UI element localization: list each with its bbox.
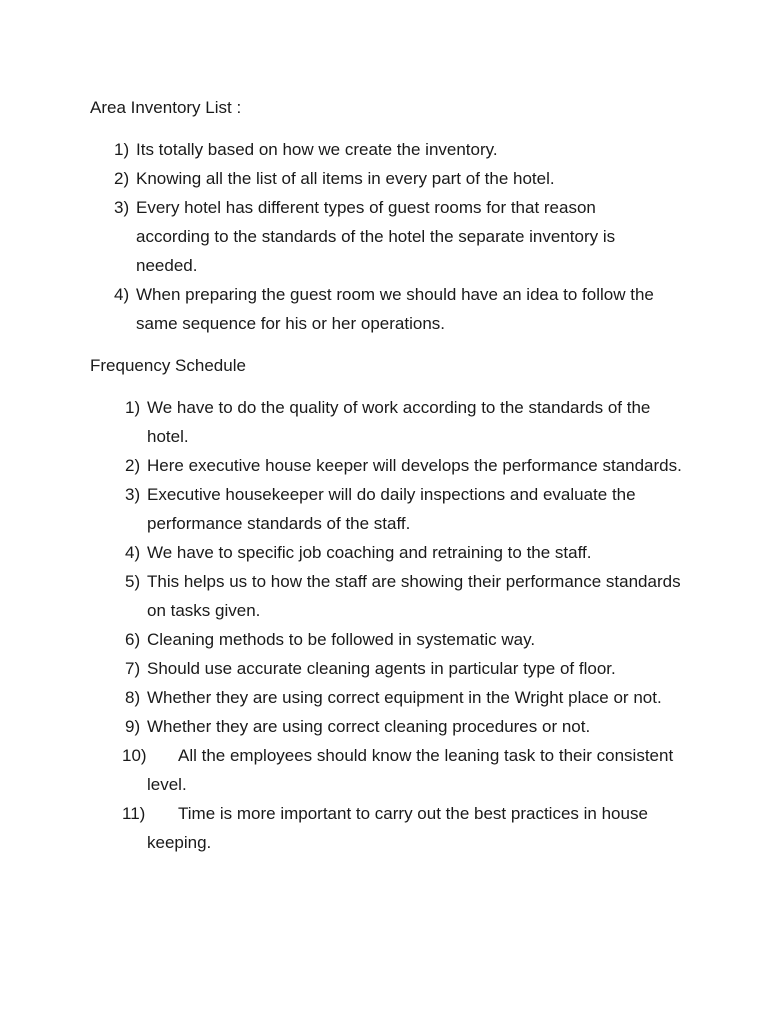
list-item [114, 193, 654, 280]
list-item [125, 712, 685, 741]
area-inventory-list [114, 135, 654, 338]
list-item [114, 164, 654, 193]
list-item-body [122, 799, 685, 857]
list-item-number: 11) [122, 804, 146, 823]
list-item-number: 3) [125, 485, 141, 504]
section-title-frequency-schedule: Frequency Schedule [90, 356, 246, 375]
list-item-text: When preparing the guest room we should have an idea to follow the same sequence for his or her operations. [136, 285, 654, 333]
list-item [125, 451, 685, 480]
list-item [125, 567, 685, 625]
list-item-text: Executive housekeeper will do daily inspections and evaluate the performance standards of the staff. [147, 485, 636, 533]
list-item-number: 10) [122, 746, 147, 765]
list-item [122, 741, 685, 799]
list-item [125, 480, 685, 538]
list-item-text: We have to specific job coaching and retraining to the staff. [147, 543, 592, 562]
list-item-number: 6) [125, 630, 141, 649]
list-item-number: 9) [125, 717, 141, 736]
list-item [125, 683, 685, 712]
list-item-text: Should use accurate cleaning agents in particular type of floor. [147, 659, 616, 678]
list-item-number: 3) [114, 198, 130, 217]
list-item-text: Knowing all the list of all items in every part of the hotel. [136, 169, 555, 188]
list-item-number: 7) [125, 659, 141, 678]
list-item [122, 799, 685, 857]
list-item-text: Whether they are using correct equipment in the Wright place or not. [147, 688, 662, 707]
list-item-number: 2) [125, 456, 141, 475]
list-item-number: 5) [125, 572, 141, 591]
list-item [125, 538, 685, 567]
list-item-text: Here executive house keeper will develops the performance standards. [147, 456, 682, 475]
list-item-text: Its totally based on how we create the inventory. [136, 140, 498, 159]
list-item-text: Cleaning methods to be followed in systematic way. [147, 630, 536, 649]
list-item [125, 654, 685, 683]
list-item-text: All the employees should know the leaning task to their consistent level. [147, 746, 674, 794]
list-item-number: 1) [114, 140, 130, 159]
list-item-text: Whether they are using correct cleaning procedures or not. [147, 717, 591, 736]
list-item-text: Time is more important to carry out the best practices in house keeping. [147, 804, 648, 852]
list-item-number: 2) [114, 169, 130, 188]
frequency-schedule-list [122, 393, 685, 857]
list-item-text: We have to do the quality of work according to the standards of the hotel. [147, 398, 651, 446]
list-item [125, 393, 685, 451]
list-item-body [122, 741, 685, 799]
list-item-text: This helps us to how the staff are showing their performance standards on tasks given. [147, 572, 681, 620]
section-title-area-inventory: Area Inventory List : [90, 98, 242, 117]
list-item-text: Every hotel has different types of guest rooms for that reason according to the standards of the hotel the separate inventory is needed. [136, 198, 616, 275]
list-item [125, 625, 685, 654]
list-item-number: 1) [125, 398, 141, 417]
list-item [114, 280, 654, 338]
list-item-number: 4) [125, 543, 141, 562]
list-item-number: 4) [114, 285, 130, 304]
list-item-number: 8) [125, 688, 141, 707]
list-item [114, 135, 654, 164]
